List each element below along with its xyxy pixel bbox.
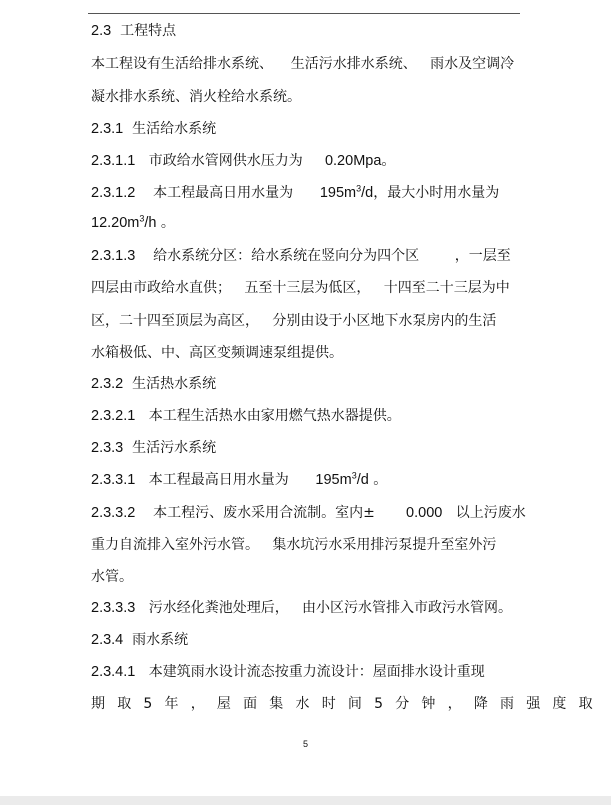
unit: /h <box>144 215 157 231</box>
section-title: 生活给水系统 <box>132 121 217 137</box>
pressure-value: 0.20Mpa <box>324 153 382 169</box>
section-number: 2.3.4 <box>91 632 124 648</box>
item-number: 2.3.4.1 <box>91 664 136 680</box>
item-number: 2.3.3.2 <box>91 505 136 521</box>
section-number: 2.3.3 <box>91 440 124 456</box>
unit: /d <box>361 185 374 201</box>
superscript: 3 <box>356 183 362 194</box>
section-heading-2-3 <box>91 21 176 41</box>
paragraph-line: 区，二十四至顶层为高区， 分别由设于小区地下水泵房内的生活 <box>91 313 497 329</box>
item-number: 2.3.1.1 <box>91 153 136 169</box>
item-number: 2.3.3.1 <box>91 472 136 488</box>
item-2-3-2-1 <box>91 406 401 426</box>
section-heading-2-3-1 <box>91 119 216 139</box>
hourly-water-value: 12.20m <box>91 215 140 231</box>
punctuation: 。 <box>368 472 388 488</box>
item-text: ，最大小时用水量为 <box>373 185 500 201</box>
item-2-3-3-3 <box>91 598 512 618</box>
item-2-3-3-1 <box>91 470 387 490</box>
section-heading-2-3-4 <box>91 630 188 650</box>
item-text: 本工程最高日用水量为 <box>153 185 294 201</box>
section-title: 工程特点 <box>120 23 177 39</box>
section-number: 2.3 <box>91 23 112 39</box>
paragraph-line: 本工程设有生活给排水系统、 生活污水排水系统、 雨水及空调冷 <box>91 56 515 72</box>
item-number: 2.3.2.1 <box>91 408 136 424</box>
item-number: 2.3.3.3 <box>91 600 136 616</box>
paragraph-line: 重力自流排入室外污水管。 集水坑污水采用排污泵提升至室外污 <box>91 537 497 553</box>
section-number: 2.3.2 <box>91 376 124 392</box>
paragraph-line: 水箱极低、中、高区变频调速泵组提供。 <box>91 345 343 361</box>
paragraph-line: 水管。 <box>91 569 133 585</box>
section-title: 生活污水系统 <box>132 440 217 456</box>
daily-water-value: 195m <box>319 185 357 201</box>
item-text: 市政给水管网供水压力为 <box>148 153 303 169</box>
item-text: 给水系统分区：给水系统在竖向分为四个区 ，一层至 <box>153 248 511 264</box>
item-2-3-1-3 <box>91 246 511 266</box>
item-number: 2.3.1.2 <box>91 185 136 201</box>
paragraph-line: 凝水排水系统、消火栓给水系统。 <box>91 89 301 105</box>
section-heading-2-3-3 <box>91 438 216 458</box>
section-heading-2-3-2 <box>91 374 216 394</box>
superscript: 3 <box>351 470 357 481</box>
page-bottom-band <box>0 796 611 805</box>
unit: /d <box>356 472 369 488</box>
punctuation: 。 <box>156 215 175 231</box>
item-2-3-4-1 <box>91 662 485 682</box>
item-text: 本工程最高日用水量为 <box>148 472 289 488</box>
item-2-3-3-2 <box>91 503 526 523</box>
punctuation: 。 <box>381 153 396 169</box>
item-text: 以上污废水 <box>455 505 526 521</box>
section-title: 生活热水系统 <box>132 376 217 392</box>
superscript: 3 <box>139 213 145 224</box>
header-rule <box>88 13 520 14</box>
paragraph-line: 期取5年，屋面集水时间5分钟，降雨强度取 <box>91 696 605 712</box>
item-2-3-1-2-cont <box>91 213 175 233</box>
item-text: 本工程生活热水由家用燃气热水器提供。 <box>148 408 401 424</box>
daily-water-value: 195m <box>315 472 352 488</box>
elevation-value: 0.000 <box>406 505 443 521</box>
paragraph-line: 四层由市政给水直供； 五至十三层为低区， 十四至二十三层为中 <box>91 280 510 296</box>
item-text: 污水经化粪池处理后， 由小区污水管排入市政污水管网。 <box>148 600 513 616</box>
section-number: 2.3.1 <box>91 121 124 137</box>
item-2-3-1-1 <box>91 151 395 171</box>
item-number: 2.3.1.3 <box>91 248 136 264</box>
page-number: 5 <box>302 739 308 749</box>
item-2-3-1-2 <box>91 183 499 203</box>
section-title: 雨水系统 <box>132 632 189 648</box>
item-text: 本工程污、废水采用合流制。室内± <box>153 505 375 521</box>
item-text: 本建筑雨水设计流态按重力流设计：屋面排水设计重现 <box>148 664 485 680</box>
